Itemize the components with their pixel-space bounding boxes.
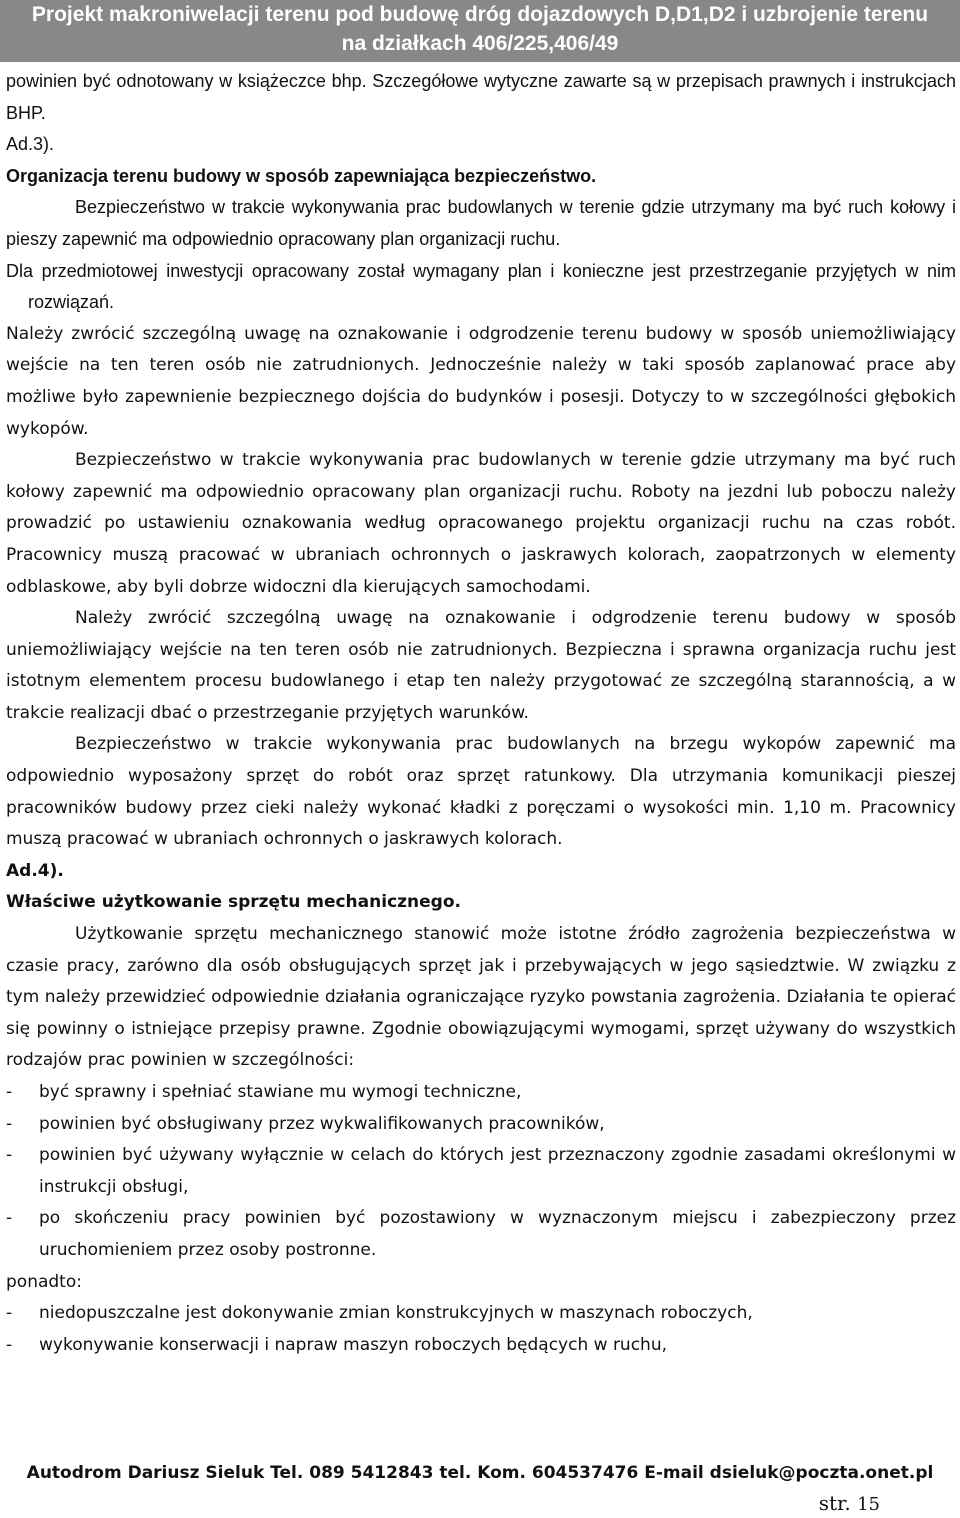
page-header (0, 0, 960, 62)
list-item: - wykonywanie konserwacji i napraw maszyn roboczych będących w ruchu, (6, 1334, 668, 1355)
paragraph-bezpieczenstwo-1: Bezpieczeństwo w trakcie wykonywania prac budowlanych w terenie gdzie utrzymany ma być ruch kołowy i pieszy zapewnić ma odpowiednio opracowany plan organizacji ruchu. (6, 197, 956, 249)
paragraph-oznakowanie-1: Należy zwrócić szczególną uwagę na oznakowanie i odgrodzenie terenu budowy w sposób uniemożliwiający wejście na ten teren osób nie zatrudnionych. Jednocześnie należy w taki sposób zaplanować prace aby możliwe było zapewnienie bezpiecznego dojścia do budynków i posesji. Dotyczy to w szczególności głębokich wykopów. (6, 323, 956, 439)
page-number-value: 15 (857, 1494, 880, 1515)
section-label-ad3: Ad.3). (6, 134, 55, 155)
paragraph-bezpieczenstwo-2: Bezpieczeństwo w trakcie wykonywania prac budowlanych w terenie gdzie utrzymany ma być ruch kołowy zapewnić ma odpowiednio opracowany plan organizacji ruchu. Roboty na jezdni lub poboczu należy prowadzić po ustawieniu oznakowania według opracowanego projektu organizacji ruchu na czas robót. Pracownicy muszą pracować w ubraniach ochronnych o jaskrawych kolorach, zaopatrzonych w elementy odblaskowe, aby byli dobrze widoczni dla kierujących samochodami. (6, 450, 956, 597)
section-heading-organizacja: Organizacja terenu budowy w sposób zapewniająca bezpieczeństwo. (6, 165, 597, 186)
label-ponadto: ponadto: (6, 1271, 82, 1292)
page-number (819, 1491, 880, 1515)
page-number-prefix: str. (818, 1491, 851, 1515)
additional-list (6, 1298, 956, 1361)
header-title-line2: na działkach 406/225,406/49 (341, 32, 619, 55)
list-item: - niedopuszczalne jest dokonywanie zmian konstrukcyjnych w maszynach roboczych, (6, 1303, 753, 1324)
section-heading-sprzet: Właściwe użytkowanie sprzętu mechanicznego. (6, 892, 461, 913)
list-item: - powinien być używany wyłącznie w celach do których jest przeznaczony zgodnie zasadami określonymi w instrukcji obsługi, (6, 1145, 956, 1197)
list-item: - po skończeniu pracy powinien być pozostawiony w wyznaczonym miejscu i zabezpieczony przez uruchomieniem przez osoby postronne. (6, 1208, 956, 1260)
header-title-line1: Projekt makroniwelacji terenu pod budowę dróg dojazdowych D,D1,D2 i uzbrojenie terenu (31, 3, 929, 26)
paragraph-inwestycja: Dla przedmiotowej inwestycji opracowany został wymagany plan i konieczne jest przestrzeganie przyjętych w nim rozwiązań. (6, 260, 956, 313)
requirements-list (6, 1077, 956, 1267)
list-item: - być sprawny i spełniać stawiane mu wymogi techniczne, (6, 1082, 522, 1102)
paragraph-uzytkowanie-sprzetu: Użytkowanie sprzętu mechanicznego stanowić może istotne źródło zagrożenia bezpieczeństwa w czasie pracy, zarówno dla osób obsługujących sprzęt jak i przebywających w jego sąsiedztwie. W związku z tym należy przewidzieć odpowiednie działania ograniczające ryzyko powstania zagrożenia. Działania te opierać się powinny o istniejące przepisy prawne. Zgodnie obowiązującymi wymogami, sprzęt używany do wszystkich rodzajów prac powinien w szczególności: (6, 924, 956, 1071)
paragraph-wykopy: Bezpieczeństwo w trakcie wykonywania prac budowlanych na brzegu wykopów zapewnić ma odpowiednio wyposażony sprzęt do robót oraz sprzęt ratunkowy. Dla utrzymania komunikacji pieszej pracowników budowy przez cieki należy wykonać kładki z poręczami o wysokości min. 1,10 m. Pracownicy muszą pracować w ubraniach ochronnych o jaskrawych kolorach. (6, 734, 956, 850)
paragraph-bhp: powinien być odnotowany w książeczce bhp. Szczegółowe wytyczne zawarte są w przepisach prawnych i instrukcjach BHP. (6, 71, 956, 123)
paragraph-oznakowanie-2: Należy zwrócić szczególną uwagę na oznakowanie i odgrodzenie terenu budowy w sposób uniemożliwiający wejście na ten teren osób nie zatrudnionych. Bezpieczna i sprawna organizacja ruchu jest istotnym elementem procesu budowlanego i etap ten należy przygotować ze szczególną starannością, a w trakcie realizacji dbać o przestrzeganie przyjętych warunków. (6, 608, 956, 723)
list-item: - powinien być obsługiwany przez wykwalifikowanych pracowników, (6, 1113, 605, 1134)
section-label-ad4: Ad.4). (6, 860, 64, 881)
document-body (6, 66, 956, 1361)
page-footer: Autodrom Dariusz Sieluk Tel. 089 5412843 tel. Kom. 604537476 E-mail dsieluk@poczta.onet.pl (26, 1463, 934, 1483)
